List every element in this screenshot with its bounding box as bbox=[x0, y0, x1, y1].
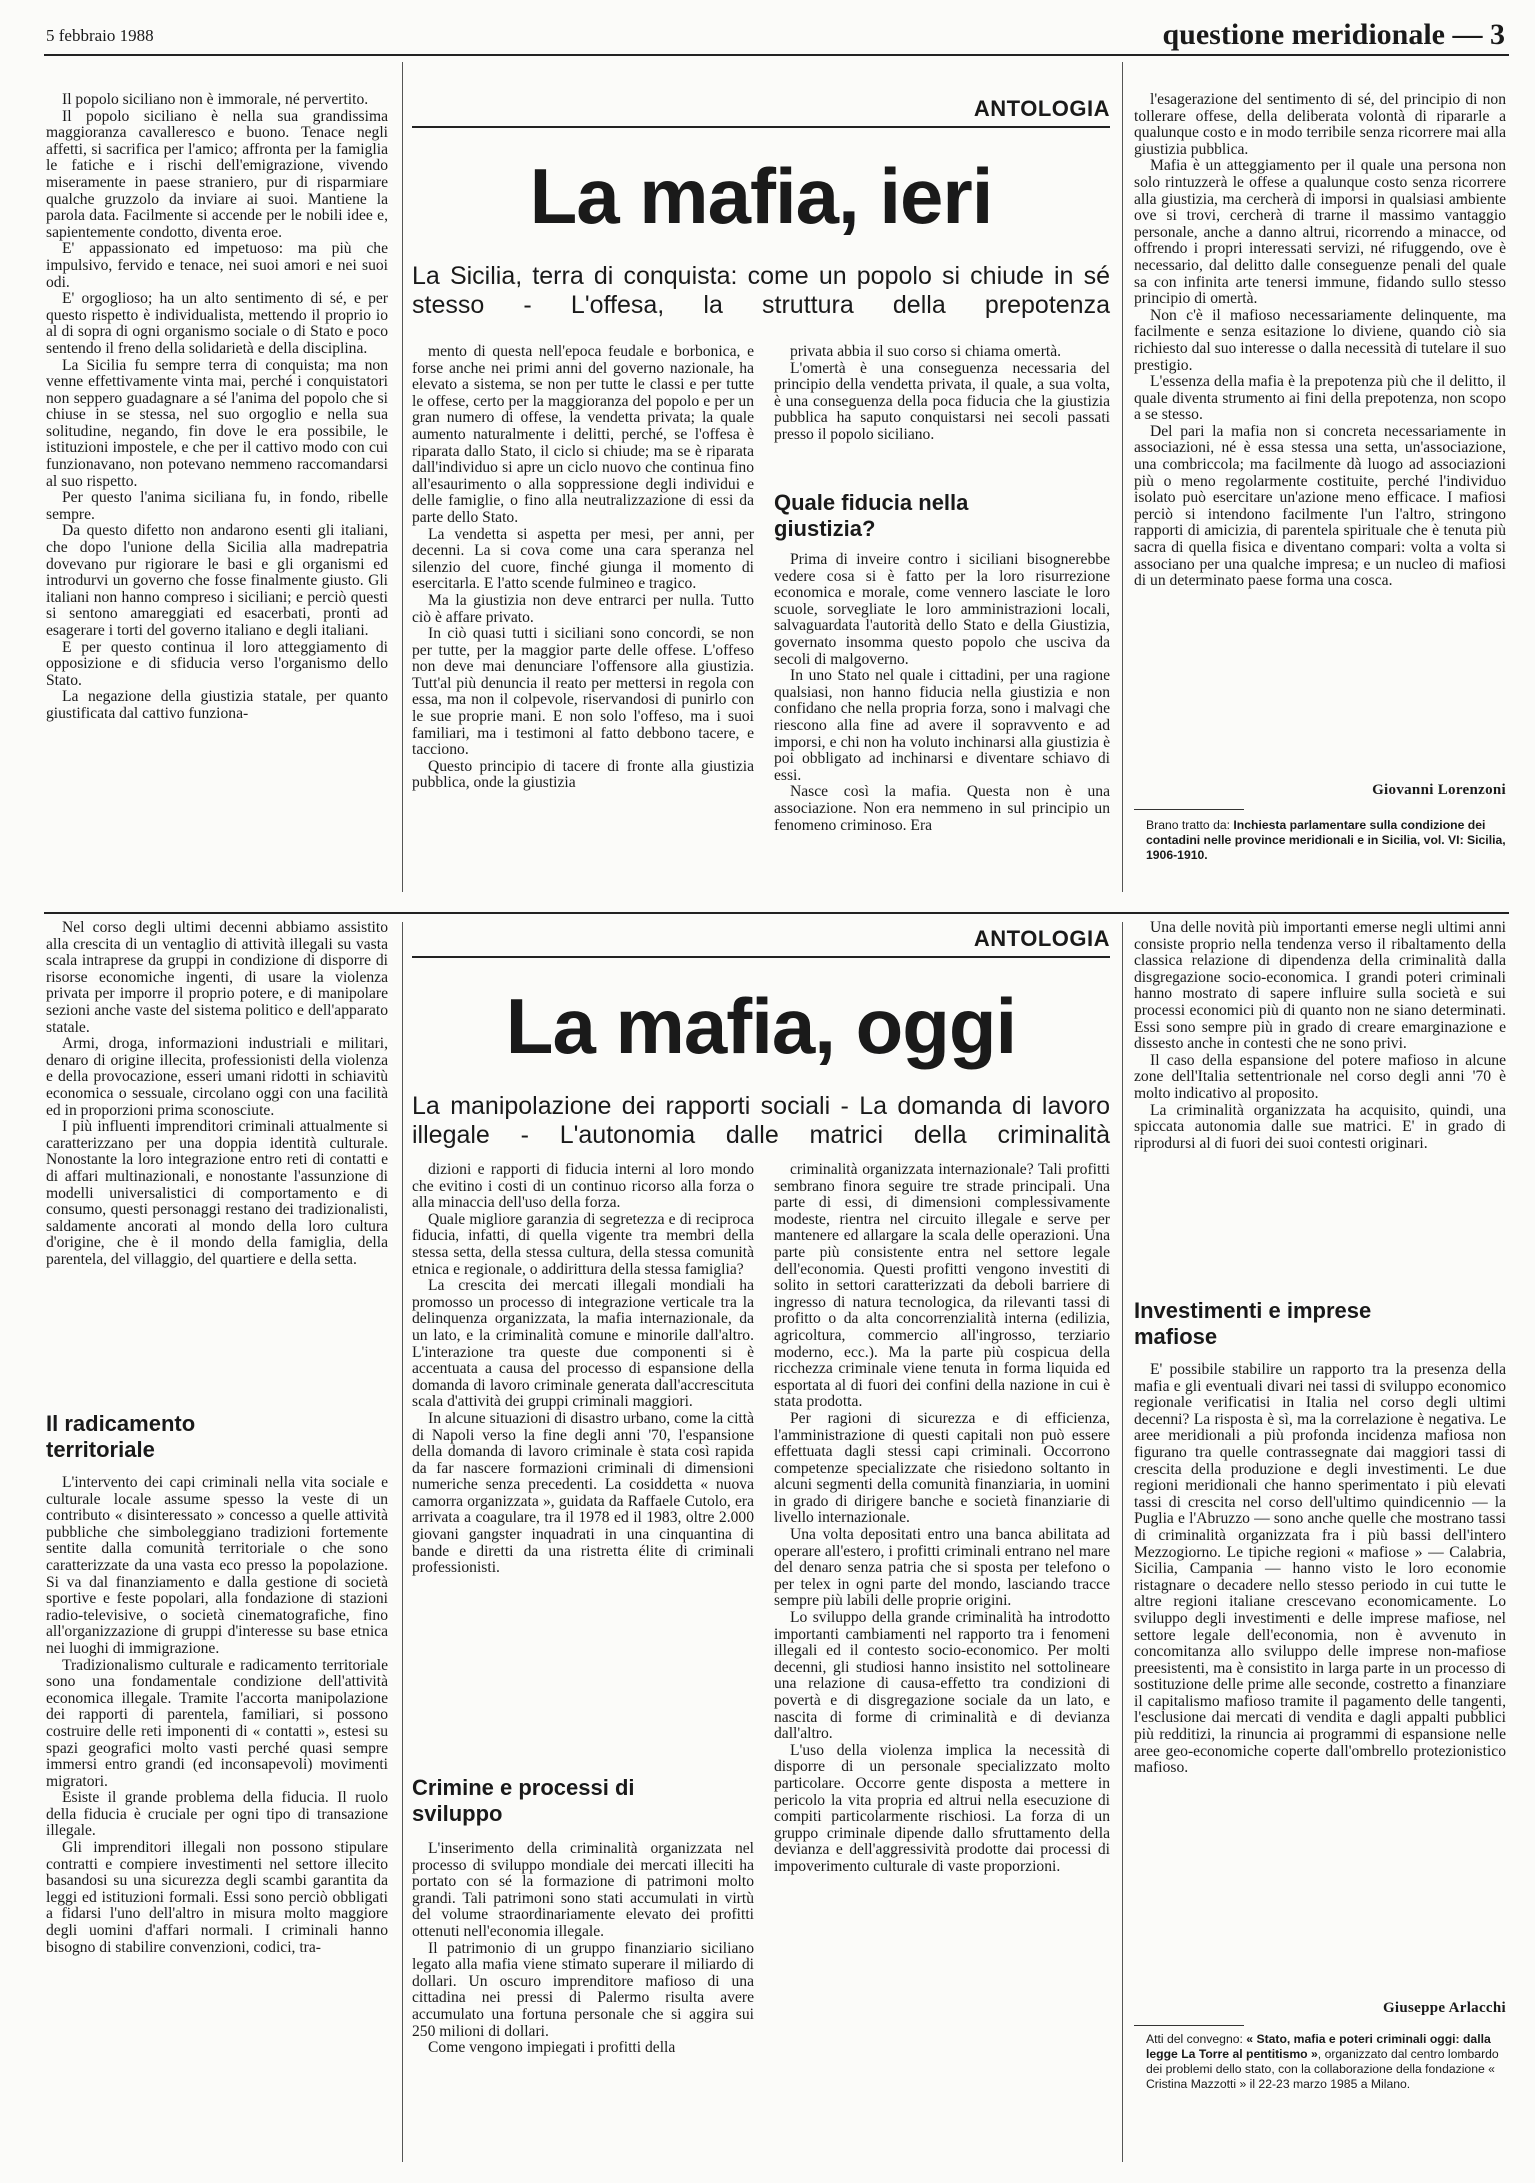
paragraph: Il patrimonio di un gruppo finanziario siciliano legato alla mafia viene stimato superare il miliardo di dollari. Un oscuro imprenditore mafioso di una cittadina nei pressi di Palermo risulta avere accumulato una fortuna personale che si aggira sui 250 milioni di dollari. bbox=[412, 1939, 754, 2040]
article1-column-3-bottom bbox=[774, 552, 1110, 894]
paragraph: Armi, droga, informazioni industriali e militari, denaro di origine illecita, professionisti della violenza e della provocazione, esseri umani ridotti in schiavitù economica o sessuale, circolano oggi con una facilità ed in proporzioni prima sconosciute. bbox=[46, 1035, 388, 1119]
paragraph: Il caso della espansione del potere mafioso in alcune zone dell'Italia settentrionale nel corso degli anni '70 è molto indicativo al proposito. bbox=[1134, 1051, 1506, 1102]
paragraph: Prima di inveire contro i siciliani bisognerebbe vedere cosa si è fatto per la loro risurrezione economica e morale, come vennero lasciate le loro scuole, sorvegliate le loro amministrazioni locali, salvaguardata l'autorità dello Stato e della Giustizia, governato insomma questo popolo che usciva da secoli di malgoverno. bbox=[774, 552, 1110, 668]
paragraph: La criminalità organizzata ha acquisito, quindi, una spiccata autonomia dalle sue matrici. E' in grado di riprodursi al di fuori dei suoi contesti originari. bbox=[1134, 1101, 1506, 1152]
paragraph: E' appassionato ed impetuoso: ma più che impulsivo, fervido e tenace, nei suoi amori e nei suoi odi. bbox=[46, 240, 388, 291]
article1-section-label: ANTOLOGIA bbox=[973, 96, 1110, 121]
paragraph: La vendetta si aspetta per mesi, per anni, per decenni. La si cova come una cara speranza nel silenzio del cuore, finché giunga il momento di esercitarla. E l'atto scende fulmineo e tragico. bbox=[412, 525, 754, 593]
paragraph: Esiste il grande problema della fiducia. Il ruolo della fiducia è cruciale per ogni tipo di transazione illegale. bbox=[46, 1789, 388, 1840]
article1-column-2 bbox=[412, 344, 754, 892]
paragraph: L'uso della violenza implica la necessità di disporre di un personale specializzato molto particolare. Occorre gente disposta a mettere in pericolo la vita propria ed altrui nella esecuzione di compiti particolarmente rischiosi. La forza di un gruppo criminale dipende dallo sfruttamento della devianza e dell'aggressività prodotte dai processi di impoverimento culturale di vaste proporzioni. bbox=[774, 1741, 1110, 1875]
article2-column-1-bottom bbox=[46, 1475, 388, 2163]
article1-subtitle: Quale fiducia nella giustizia? bbox=[774, 490, 969, 541]
article2-column-2-top bbox=[412, 1162, 754, 1757]
paragraph: In uno Stato nel quale i cittadini, per una ragione qualsiasi, non hanno fiducia nella giustizia e non confidano che nella propria forza, sono i malvagi che riescono alla fine ad avere il sopravvento e ad imporsi, e chi non ha voluto inchinarsi alla giustizia è poi obbligato ad inchinarsi e diventare schiavo di essi. bbox=[774, 667, 1110, 784]
article2-column-4 bbox=[1134, 920, 1506, 2165]
paragraph: La crescita dei mercati illegali mondiali ha promosso un processo di integrazione verticale tra la delinquenza organizzata, la mafia internazionale, da un lato, e la criminalità comune e minorile dall'altro. L'interazione tra queste due componenti si è accentuata a causa del processo di espansione della domanda di lavoro criminale generata dall'accrescituta scala d'attività dei gruppi criminali maggiori. bbox=[412, 1277, 754, 1411]
source-note-title: « Stato, mafia e poteri criminali oggi: dalla legge La Torre al pentitismo » bbox=[1146, 2032, 1491, 2061]
paragraph: Non c'è il mafioso necessariamente delinquente, ma facilmente e senza esitazione lo diviene, quando ciò sia richiesto dal suo interesse o dalla necessità di tutelare il suo prestigio. bbox=[1134, 306, 1506, 374]
article1-column-4-text bbox=[1134, 92, 1506, 772]
article2-column-1 bbox=[46, 920, 388, 2165]
paragraph: La negazione della giustizia statale, per quanto giustificata dal cattivo funziona- bbox=[46, 688, 388, 722]
article2-section-label: ANTOLOGIA bbox=[973, 926, 1110, 951]
article1-headline: La mafia, ieri bbox=[529, 152, 993, 240]
newspaper-title: questione meridionale — 3 bbox=[1162, 18, 1505, 51]
paragraph: Una volta depositati entro una banca abilitata ad operare all'estero, i profitti criminali entrano nel mare del denaro senza patria che si sposta per telefono o per telex in ogni parte del mondo, lasciando tracce sempre più labili delle proprie origini. bbox=[774, 1526, 1110, 1610]
paragraph: Ma la giustizia non deve entrarci per nulla. Tutto ciò è affare privato. bbox=[412, 591, 754, 626]
article1-signature: Giovanni Lorenzoni bbox=[1372, 782, 1506, 798]
article2-column-3 bbox=[774, 1162, 1110, 2167]
paragraph: privata abbia il suo corso si chiama omertà. bbox=[790, 344, 1062, 360]
paragraph: Nasce così la mafia. Questa non è una associazione. Non era nemmeno in sul principio un fenomeno criminoso. Era bbox=[774, 783, 1110, 834]
article1-note-rule bbox=[1134, 809, 1244, 810]
paragraph: dizioni e rapporti di fiducia interni al loro mondo che evitino i costi di un continuo ricorso alla forza o alla minaccia dell'uso della forza. bbox=[412, 1162, 754, 1212]
paragraph: Nel corso degli ultimi decenni abbiamo assistito alla crescita di un ventaglio di attività illegali su vasta scala intraprese da gruppi in condizione di disporre di risorse economiche ingenti, di usare la violenza privata per imporre il proprio potere, e di manipolare sezioni anche vaste del sistema politico e dell'apparato statale. bbox=[46, 920, 388, 1036]
source-note-prefix: Brano tratto da: bbox=[1146, 818, 1234, 832]
paragraph: L'inserimento della criminalità organizzata nel processo di sviluppo mondiale dei mercati illeciti ha portato con sé la formazione di patrimoni molto grandi. Tali patrimoni sono stati accumulati in virtù del volume straordinariamente elevato dei profitti ottenuti nell'economia illegale. bbox=[412, 1841, 754, 1940]
source-note-prefix: Atti del convegno: bbox=[1146, 2032, 1247, 2046]
paragraph: Una delle novità più importanti emerse negli ultimi anni consiste proprio nella tendenza verso il ribaltamento della classica relazione di dipendenza della criminalità dalla disgregazione socio-economica. I grandi poteri criminali hanno mostrato di sapere influire sulla società e sui processi economici più di quanto non ne siano determinati. Essi sono sempre più in grado di creare emarginazione e dissesto anche in contesti che ne sono privi. bbox=[1134, 920, 1506, 1053]
column-divider bbox=[402, 922, 403, 2162]
paragraph: I più influenti imprenditori criminali attualmente si caratterizzano per una doppia identità culturale. Nonostante la loro integrazione entro reti di contatti e di affari multinazionali, e nonostante l'assunzione di modelli universalistici di comportamento e di consumo, questi personaggi restano dei tradizionalisti, saldamente ancorati al mondo della loro cultura d'origine, che è il mondo della famiglia, della parentela, del villaggio, del quartiere e della setta. bbox=[46, 1118, 388, 1268]
article1-subhead: La Sicilia, terra di conquista: come un popolo si chiude in sé stesso - L'offesa, la struttura della prepotenza bbox=[412, 262, 1110, 319]
article2-signature: Giuseppe Arlacchi bbox=[1382, 2000, 1506, 2016]
article2-column-4-bottom bbox=[1134, 1362, 1506, 1992]
header-rule bbox=[44, 54, 1509, 56]
paragraph: Gli imprenditori illegali non possono stipulare contratti e compiere investimenti nel settore illecito basandosi su una sicurezza degli scambi garantita da leggi ed istituzioni formali. Essi sono perciò obbligati a fidarsi l'uno dell'altro in misura molto maggiore degli uomini d'affari normali. I criminali hanno bisogno di stabilire convenzioni, codici, tra- bbox=[46, 1839, 388, 1956]
article2-column-1-top bbox=[46, 920, 388, 1395]
paragraph: criminalità organizzata internazionale? Tali profitti sembrano finora seguire tre strade principali. Una parte di essi, di dimensioni complessivamente modeste, rientra nel circuito illegale e serve per mantenere ed allargare la scala delle operazioni. Una parte più consistente entra nel settore legale dell'economia. Questi profitti vengono investiti di solito in settori caratterizzati da deboli barriere di ingresso di natura tecnologica, da rilevanti tassi di profitto o da alta concorrenzialità interna (edilizia, agricoltura, commercio all'ingrosso, terziario moderno, ecc.). Ma la parte più cospicua della ricchezza criminale viene tenuta in forma liquida ed esportata al di fuori dei confini della nazione in cui è stata prodotta. bbox=[774, 1162, 1110, 1411]
articles-divider bbox=[44, 912, 1509, 914]
article1-column-4 bbox=[1134, 92, 1506, 892]
article2-subtitle-1: Il radicamento territoriale bbox=[46, 1411, 196, 1462]
paragraph: L'omertà è una conseguenza necessaria del principio della vendetta privata, il quale, a sua volta, è una conseguenza della poca fiducia che la giustizia pubblica ha saputo conquistarsi nei secoli passati presso il popolo siciliano. bbox=[774, 359, 1110, 443]
column-divider bbox=[1122, 922, 1123, 2162]
paragraph: Da questo difetto non andarono esenti gli italiani, che dopo l'unione della Sicilia alla madrepatria dovevano pur rigiorare le basi e gli organismi ed introdurvi un governo che fosse finalmente giusto. Gli italiani non hanno compreso i siciliani; e perciò questi si sentono amareggiati ed esacerbati, pronti ad esagerare i torti del governo italiano e degli italiani. bbox=[46, 522, 388, 639]
article1-column-3-top bbox=[774, 344, 1110, 474]
paragraph: Per ragioni di sicurezza e di efficienza, l'amministrazione di questi capitali non può essere effettuata dagli stessi capi criminali. Occorrono competenze specializzate che risiedono soltanto in alcuni segmenti della comunità finanziaria, in uomini in grado di dirigere banche e società finanziarie di livello internazionale. bbox=[774, 1409, 1110, 1527]
paragraph: mento di questa nell'epoca feudale e borbonica, e forse anche nei primi anni del governo nazionale, ha elevato a sistema, se non per tutte le classi e per tutte le offese, certo per la maggioranza del popolo e per un gran numero di offese, la vendetta privata; la quale aumento naturalmente i delitti, perché, se l'offesa è riparata dallo Stato, il ciclo si chiude; ma se è riparata dall'individuo si apre un ciclo nuovo che continua fino all'esaurimento o alla soppressione degli individui e delle famiglie, o fino alla neutralizzazione di essi da parte dello Stato. bbox=[412, 344, 754, 526]
article1-column-3 bbox=[774, 344, 1110, 892]
paragraph: La Sicilia fu sempre terra di conquista; ma non venne effettivamente vinta mai, perché i conquistatori non seppero guadagnare a sé l'anima del popolo che si chiuse in se stessa, nel suo orgoglio e nella sua solitudine, negando, fin dove le era possibile, le istituzioni impostele, e che per il cattivo modo con cui funzionavano, non potevano nemmeno raccomandarsi al suo rispetto. bbox=[46, 356, 388, 490]
article2-note-rule bbox=[1134, 2025, 1244, 2026]
paragraph: Come vengono impiegati i profitti della bbox=[428, 2039, 676, 2057]
article2-headline: La mafia, oggi bbox=[505, 982, 1017, 1070]
paragraph: Del pari la mafia non si concreta necessariamente in associazioni, né è essa stessa una setta, un'associazione, una combriccola; ma facilmente dà luogo ad associazioni più o meno regolarmente costituite, perché l'individuo isolato può esercitare un'azione meno efficace. I mafiosi perciò si intendono facilmente l'un l'altro, stringono rapporti di amicizia, di parentela spirituale che è tenuta più sacra di quella fisica e diventano compari: volta a volta si associano per una qualche impresa; e un nucleo di mafiosi di un determinato paese forma una cosca. bbox=[1134, 422, 1506, 590]
paragraph: Il popolo siciliano non è immorale, né pervertito. bbox=[62, 92, 369, 108]
paragraph: Il popolo siciliano è nella sua grandissima maggioranza cavalleresco e buono. Tenace negli affetti, si sacrifica per l'amico; affronta per la famiglia le fatiche e i rischi dell'emigrazione, vivendo miseramente in paese straniero, pur di risparmiare qualche gruzzolo da inviare ai suoi. Mantiene la parola data. Facilmente si accende per le nobili idee e, sapientemente condotto, diventa eroe. bbox=[46, 107, 388, 241]
paragraph: In alcune situazioni di disastro urbano, come la città di Napoli verso la fine degli anni '70, l'espansione della domanda di lavoro criminale è stata così rapida da far nascere formazioni criminali di dimensioni numeriche senza precedenti. La cosiddetta « nuova camorra organizzata », guidata da Raffaele Cutolo, era arrivata a coagulare, tra il 1978 ed il 1983, oltre 2.000 giovani gangster inquadrati in una cinquantina di bande e diretti da una ristretta élite di criminali professionisti. bbox=[412, 1409, 754, 1577]
article2-column-2 bbox=[412, 1162, 754, 2167]
paragraph: Quale migliore garanzia di segretezza e di reciproca fiducia, infatti, di quella vigente tra membri della stessa setta, della stessa cultura, della stessa comunità etnica e regionale, o addirittura della stessa famiglia? bbox=[412, 1210, 754, 1278]
paragraph: Lo sviluppo della grande criminalità ha introdotto importanti cambiamenti nel rapporto tra i fenomeni illegali ed il contesto socio-economico. Per molti decenni, gli studiosi hanno insistito nel sottolineare una relazione di causa-effetto tra condizioni di povertà e di disgregazione sociale da un lato, e nascita di forme di criminalità e di devianza dall'altro. bbox=[774, 1609, 1110, 1743]
paragraph: In ciò quasi tutti i siciliani sono concordi, se non per tutte, per la maggior parte delle offese. L'offeso non deve mai denunciare l'offensore alla giustizia. Tutt'al più denuncia il reato per mettersi in regola con essa, ma non il colpevole, riservandosi di punirlo con le sue proprie mani. E non solo l'offeso, ma i suoi familiari, ma i testimoni al fatto debbono tacere, e tacciono. bbox=[412, 625, 754, 759]
column-divider bbox=[1122, 62, 1123, 892]
page-date: 5 febbraio 1988 bbox=[46, 26, 154, 45]
paragraph: Per questo l'anima siciliana fu, in fondo, ribelle sempre. bbox=[46, 489, 388, 523]
column-divider bbox=[402, 62, 403, 892]
paragraph: Tradizionalismo culturale e radicamento territoriale sono una fondamentale condizione dell'attività economica illegale. Tramite l'accorta manipolazione dei rapporti di parentela, familiari, si possono costruire delle reti imponenti di « contatti », estesi su spazi geografici molto vasti perché quasi sempre immersi entro grandi (ed inconsapevoli) movimenti migratori. bbox=[46, 1656, 388, 1790]
article1-section-rule bbox=[412, 126, 1110, 128]
article2-subtitle-3: Investimenti e imprese mafiose bbox=[1134, 1298, 1372, 1349]
paragraph: E per questo continua il loro atteggiamento di opposizione e di sfiducia verso l'organismo dello Stato. bbox=[46, 638, 388, 689]
article2-column-2-bottom bbox=[412, 1841, 754, 2161]
source-note-title: Inchiesta parlamentare sulla condizione dei contadini nelle province meridionali e in Sicilia, vol. VI: Sicilia, 1906-1910. bbox=[1146, 818, 1506, 862]
article2-subhead: La manipolazione dei rapporti sociali - La domanda di lavoro illegale - L'autonomia dalle matrici della criminalità bbox=[412, 1092, 1110, 1149]
paragraph: L'intervento dei capi criminali nella vita sociale e culturale locale assume spesso la veste di un contributo « disinteressato » concesso a quelle attività pubbliche che simboleggiano tradizioni fortemente sentite dalla comunità territoriale o che sono caratterizzate da una vasta eco presso la popolazione. Si va dal finanziamento e dalla gestione di società sportive e feste popolari, alla fondazione di stazioni radio-televisive, o società cinematografiche, fino all'organizzazione di gruppi d'interesse su base etnica nei luoghi di immigrazione. bbox=[46, 1475, 388, 1657]
paragraph: E' possibile stabilire un rapporto tra la presenza della mafia e gli eventuali divari nei tassi di sviluppo economico regionale verificatisi in Italia nel corso degli ultimi decenni? La risposta è sì, ma la correlazione è negativa. Le aree meridionali a più profonda incidenza mafiosa non figurano tra quelle contrassegnate dai maggiori tassi di crescita della produzione e degli investimenti. Le due regioni meridionali che hanno sperimentato i più elevati tassi di crescita nel corso dell'ultimo quindicennio — la Puglia e l'Abruzzo — sono anche quelle che mostrano tassi di criminalità organizzata fra i più bassi dell'intero Mezzogiorno. Le tipiche regioni « mafiose » — Calabria, Sicilia, Campania — hanno visto le loro economie ristagnare o decadere nello stesso periodo in cui tutte le altre regioni italiane crescevano economicamente. Lo sviluppo degli investimenti e delle imprese mafiose, nel settore legale dell'economia, non è avvenuto in concomitanza allo sviluppo delle imprese non-mafiose preesistenti, ma è consistito in larga parte in un processo di sostituzione delle prime alle seconde, costretto a finanziare il capitalismo mafioso tramite il pagamento delle tangenti, l'esclusione dai mercati di vendita e dagli appalti pubblici più redditizi, la rinuncia ai programmi di espansione nelle aree geo-economiche coperte dall'ombrello protezionistico mafioso. bbox=[1134, 1362, 1506, 1777]
paragraph: L'essenza della mafia è la prepotenza più che il delitto, il quale diventa strumento ai fini della prepotenza, non scopo a se stesso. bbox=[1134, 373, 1506, 424]
article1-source-note bbox=[1134, 818, 1506, 863]
paragraph: E' orgoglioso; ha un alto sentimento di sé, e per questo rispetto è individualista, mettendo il proprio io al di sopra di ogni organismo sociale o di Stato e poco sentendo il freno della solidarietà e della disciplina. bbox=[46, 290, 388, 357]
article2-column-4-top bbox=[1134, 920, 1506, 1280]
article2-source-note bbox=[1134, 2032, 1506, 2092]
article2-subtitle-2: Crimine e processi di sviluppo bbox=[412, 1775, 635, 1826]
article1-column-1 bbox=[46, 92, 388, 892]
article2-section-rule bbox=[412, 956, 1110, 958]
paragraph: Questo principio di tacere di fronte alla giustizia pubblica, onde la giustizia bbox=[412, 757, 754, 792]
source-note-suffix: , organizzato dal centro lombardo dei problemi dello stato, con la collaborazione della fondazione « Cristina Mazzotti » il 22-23 marzo 1985 a Milano. bbox=[1146, 2047, 1499, 2091]
paragraph: Mafia è un atteggiamento per il quale una persona non solo rintuzzerà le offese a qualunque costo senza ricorrere alla giustizia, ma cercherà di imporsi in qualsiasi ambiente ove si trovi, cercherà di trarne il massimo vantaggio personale, anche a danno altrui, ricorrendo a minacce, od offrendo i propri interessati servizi, né rifuggendo, ove è necessario, dal delitto dalle conseguenze penali del quale sa con infinita arte tenersi immune, fidando sullo stesso principio di omertà. bbox=[1134, 157, 1506, 308]
paragraph: l'esagerazione del sentimento di sé, del principio di non tollerare offese, della deliberata volontà di ripararle a qualunque costo e in modo terribile senza ricorrere mai alla giustizia pubblica. bbox=[1134, 92, 1506, 158]
